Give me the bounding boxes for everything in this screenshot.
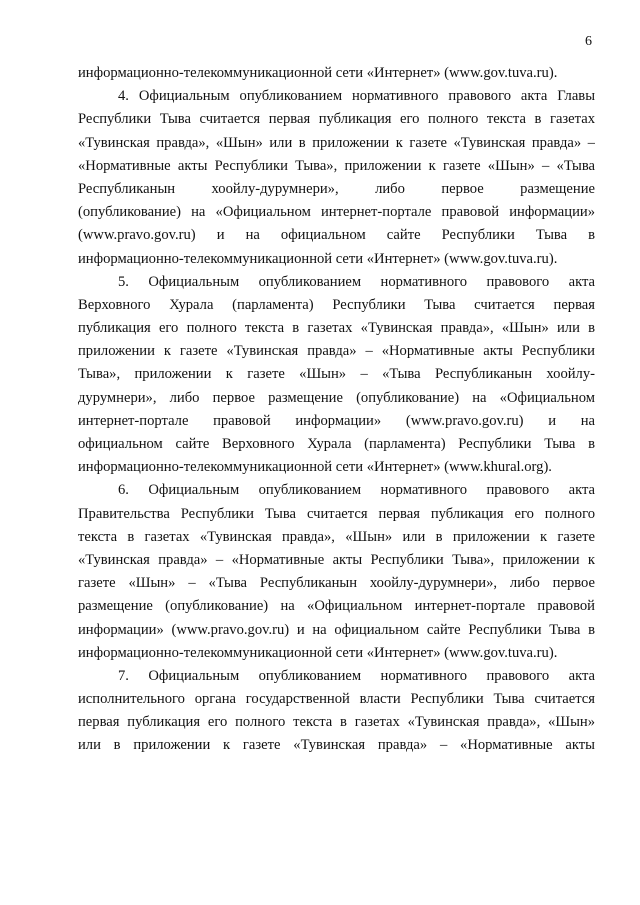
text-line: «Тувинская правда», «Шын» или в приложении к газете «Тувинская правда» –	[78, 134, 595, 151]
text-line: Республики Тыва считается первая публикация его полного текста в газетах	[78, 111, 595, 128]
text-line: 6. Официальным опубликованием нормативного правового акта	[118, 482, 595, 499]
text-line: приложении к газете «Тувинская правда» – «Нормативные акты Республики	[78, 343, 595, 360]
text-line: информации» (www.pravo.gov.ru) и на официальном сайте Республики Тыва в	[78, 621, 595, 638]
text-line: (опубликование) на «Официальном интернет-портале правовой информации»	[78, 204, 595, 221]
text-line: публикация его полного текста в газетах «Тувинская правда», «Шын» или в	[78, 320, 595, 337]
paragraph	[78, 479, 595, 665]
text-line: Верховного Хурала (парламента) Республики Тыва считается первая	[78, 296, 595, 313]
text-line: 4. Официальным опубликованием нормативного правового акта Главы	[118, 88, 595, 105]
text-line: Правительства Республики Тыва считается первая публикация его полного	[78, 505, 595, 522]
text-line: интернет-портале правовой информации» (www.pravo.gov.ru) и на	[78, 412, 595, 429]
paragraph	[78, 85, 595, 271]
paragraph	[78, 271, 595, 480]
text-line: Тыва», приложении к газете «Шын» – «Тыва Республиканын хоойлу-	[78, 366, 595, 383]
text-line: 5. Официальным опубликованием нормативного правового акта	[118, 273, 595, 290]
text-line: информационно-телекоммуникационной сети «Интернет» (www.khural.org).	[78, 459, 552, 476]
text-line: или в приложении к газете «Тувинская правда» – «Нормативные акты	[78, 737, 595, 754]
text-line: (www.pravo.gov.ru) и на официальном сайте Республики Тыва в	[78, 227, 595, 244]
text-line: 7. Официальным опубликованием нормативного правового акта	[118, 667, 595, 684]
text-line: текста в газетах «Тувинская правда», «Шын» или в приложении к газете	[78, 528, 595, 545]
page-number: 6	[585, 34, 592, 49]
text-line: «Нормативные акты Республики Тыва», приложении к газете «Шын» – «Тыва	[78, 157, 595, 174]
paragraph	[78, 62, 595, 85]
text-line: Республиканын хоойлу-дурумнери», либо первое размещение	[78, 180, 595, 197]
paragraph	[78, 665, 595, 758]
text-line: информационно-телекоммуникационной сети «Интернет» (www.gov.tuva.ru).	[78, 644, 558, 661]
text-line: размещение (опубликование) на «Официальном интернет-портале правовой	[78, 598, 595, 615]
text-line: информационно-телекоммуникационной сети «Интернет» (www.gov.tuva.ru).	[78, 65, 558, 81]
document-body	[78, 62, 595, 758]
text-line: газете «Шын» – «Тыва Республиканын хоойлу-дурумнери», либо первое	[78, 575, 595, 592]
text-line: исполнительного органа государственной власти Республики Тыва считается	[78, 691, 595, 708]
text-line: первая публикация его полного текста в газетах «Тувинская правда», «Шын»	[78, 714, 595, 731]
text-line: информационно-телекоммуникационной сети «Интернет» (www.gov.tuva.ru).	[78, 250, 558, 267]
text-line: дурумнери», либо первое размещение (опубликование) на «Официальном	[78, 389, 595, 406]
text-line: «Тувинская правда» – «Нормативные акты Республики Тыва», приложении к	[78, 551, 595, 568]
text-line: официальном сайте Верховного Хурала (парламента) Республики Тыва в	[78, 436, 595, 452]
